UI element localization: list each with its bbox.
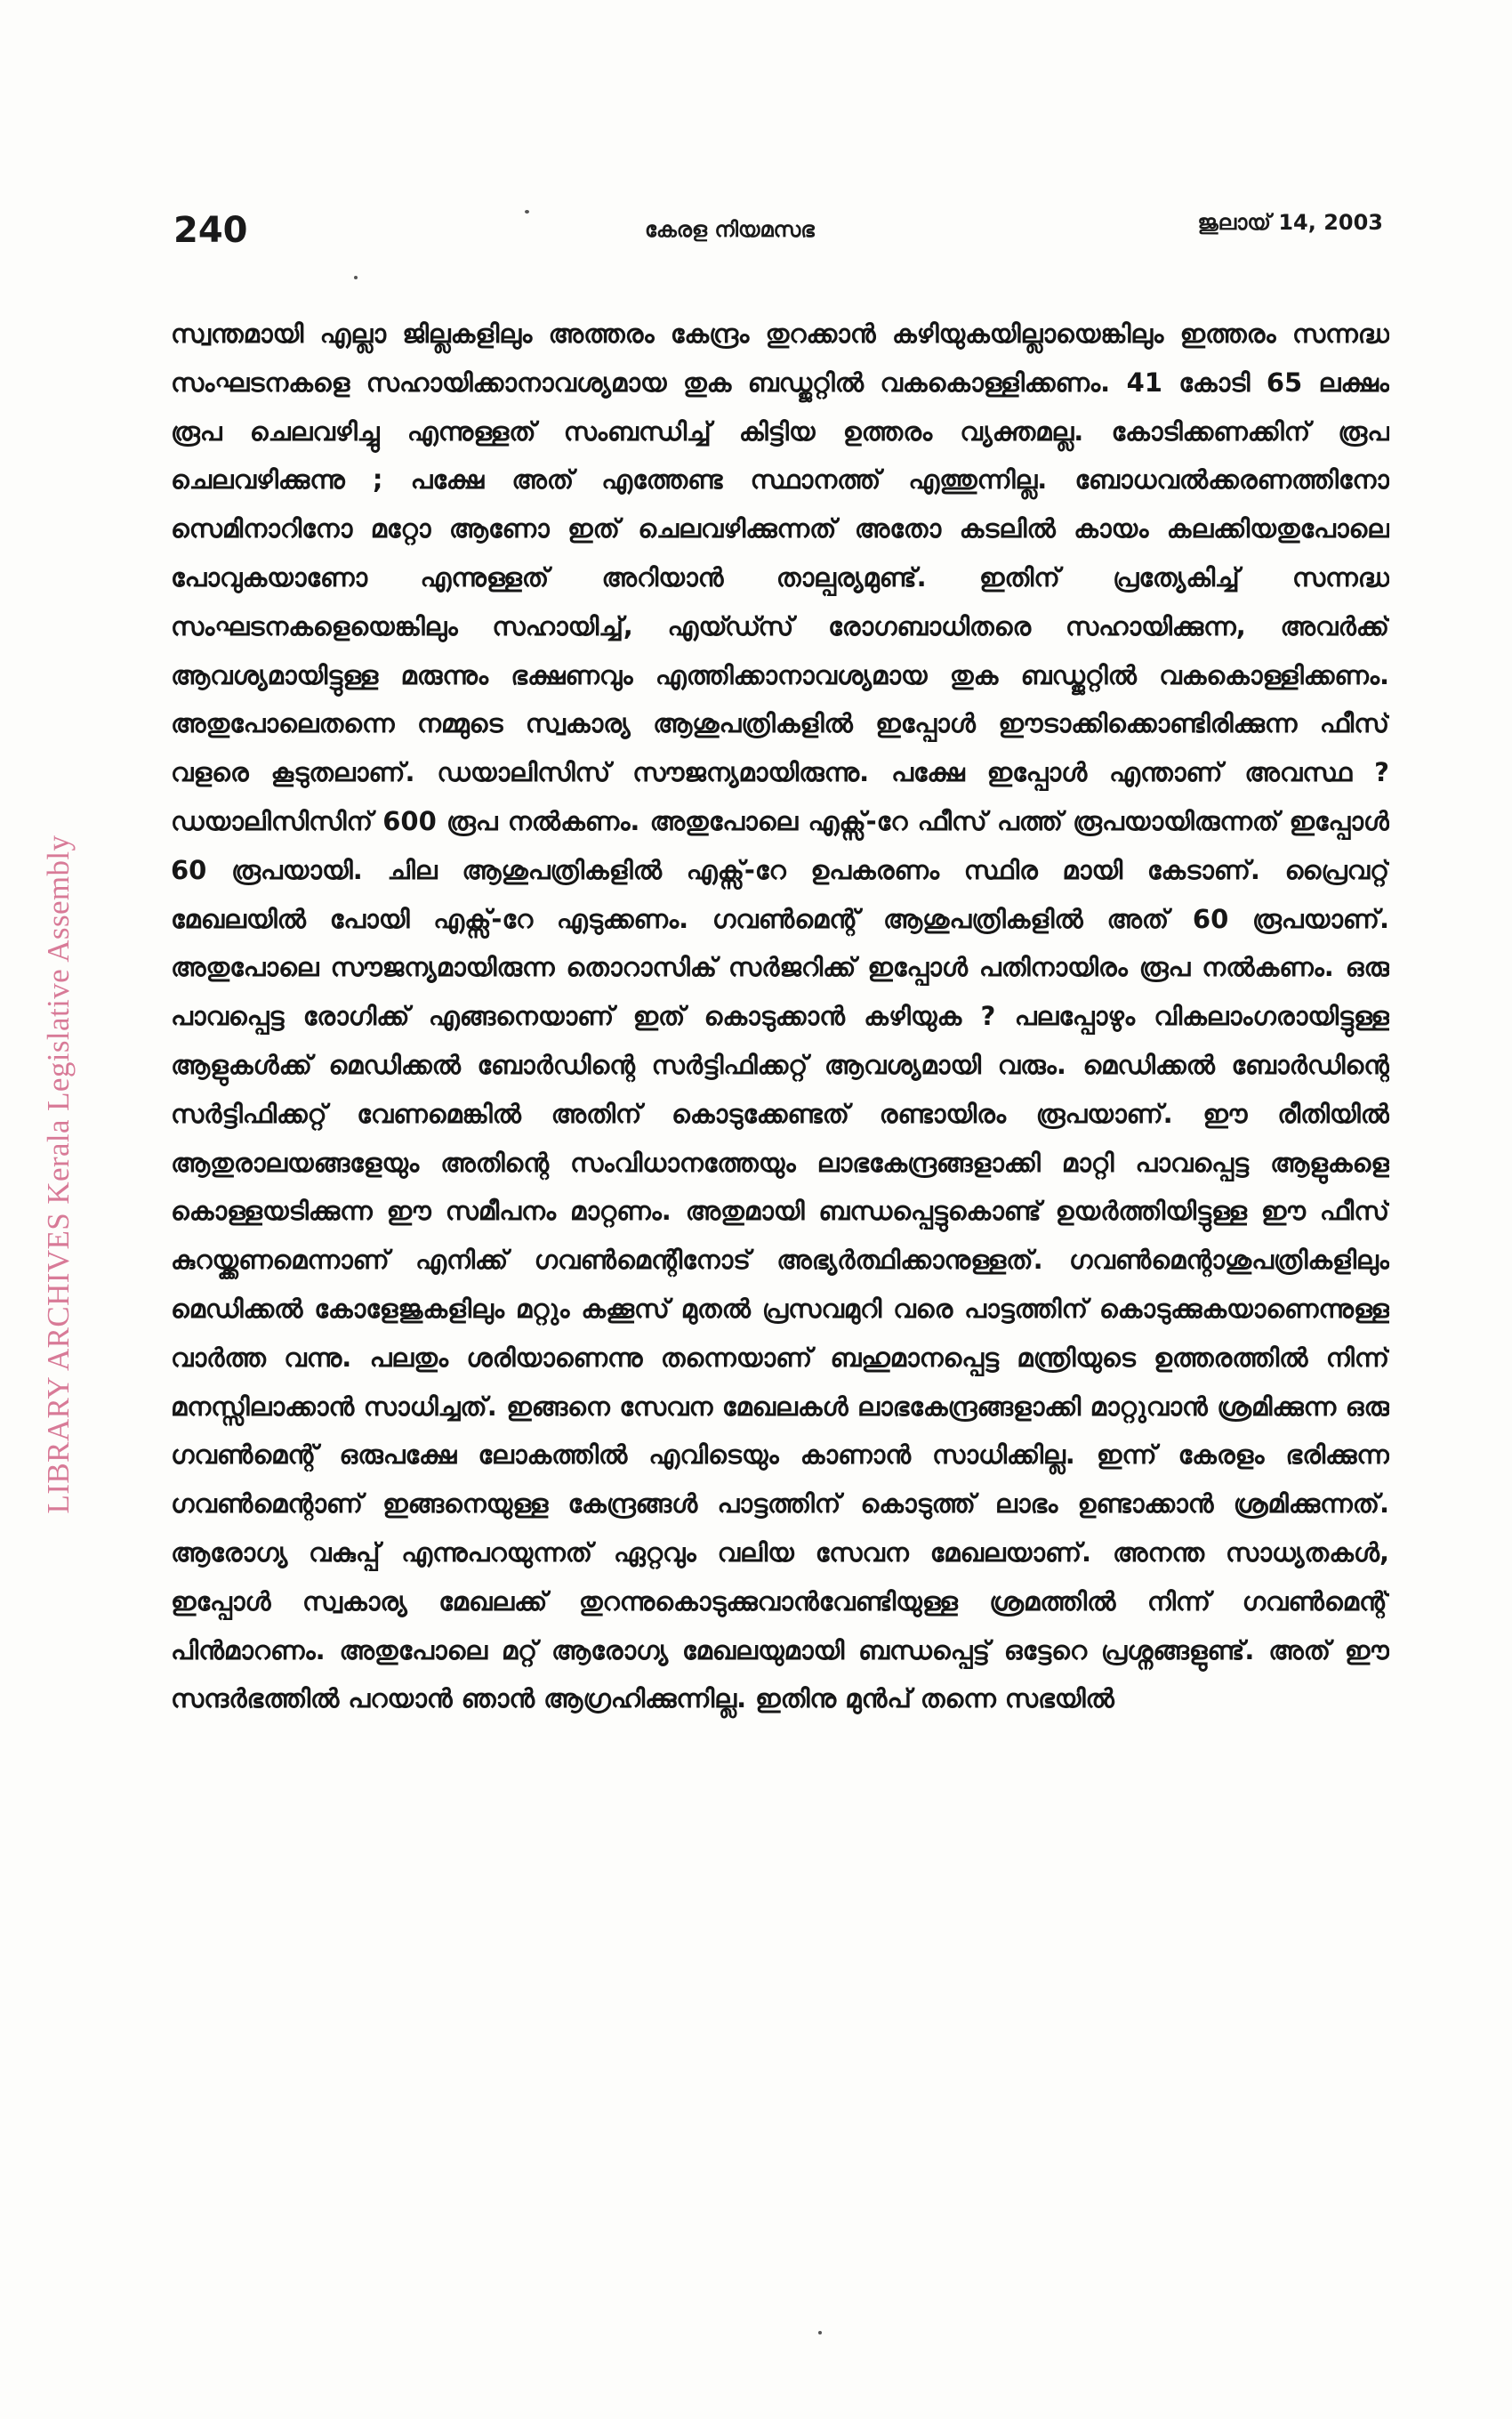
- scan-speck: [354, 276, 358, 279]
- scan-speck: [818, 2331, 822, 2334]
- page-number: 240: [173, 210, 248, 251]
- library-archives-stamp: LIBRARY ARCHIVES Kerala Legislative Assembly: [41, 835, 76, 1514]
- page-header: [173, 210, 1383, 263]
- issue-date: ജുലായ് 14, 2003: [1197, 210, 1383, 235]
- running-title: കേരള നിയമസഭ: [645, 217, 815, 242]
- scan-speck: [525, 210, 529, 214]
- body-paragraph: സ്വന്തമായി എല്ലാ ജില്ലകളിലും അത്തരം കേന്ദ്രം തുറക്കാൻ കഴിയുകയില്ലായെങ്കിലും ഇത്തരം സന്നദ്ധ സംഘടനകളെ സഹായിക്കാനാവശ്യമായ തുക ബഡ്ജറ്റിൽ വകകൊള്ളിക്കണം. 41 കോടി 65 ലക്ഷം രൂപ ചെലവഴിച്ചു എന്നുള്ളത് സംബന്ധിച്ച് കിട്ടിയ ഉത്തരം വ്യക്തമല്ല. കോടിക്കണക്കിന് രൂപ ചെലവഴിക്കുന്നു ; പക്ഷേ അത് എത്തേണ്ട സ്ഥാനത്ത് എത്തുന്നില്ല. ബോധവൽക്കരണത്തിനോ സെമിനാറിനോ മറ്റോ ആണോ ഇത് ചെലവഴിക്കുന്നത് അതോ കടലിൽ കായം കലക്കിയതുപോലെ പോവുകയാണോ എന്നുള്ളത് അറിയാൻ താല്പര്യമുണ്ട്. ഇതിന് പ്രത്യേകിച്ച് സന്നദ്ധ സംഘടനകളെയെങ്കിലും സഹായിച്ച്, എയ്ഡ്സ് രോഗബാധിതരെ സഹായിക്കുന്ന, അവർക്ക് ആവശ്യമായിട്ടുള്ള മരുന്നും ഭക്ഷണവും എത്തിക്കാനാവശ്യമായ തുക ബഡ്ജറ്റിൽ വകകൊള്ളിക്കണം. അതുപോലെതന്നെ നമ്മുടെ സ്വകാര്യ ആശുപത്രികളിൽ ഇപ്പോൾ ഈടാക്കിക്കൊണ്ടിരിക്കുന്ന ഫീസ് വളരെ കൂടുതലാണ്. ഡയാലിസിസ് സൗജന്യമായിരുന്നു. പക്ഷേ ഇപ്പോൾ എന്താണ് അവസ്ഥ ? ഡയാലിസിസിന് 600 രൂപ നൽകണം. അതുപോലെ എക്സ്-റേ ഫീസ് പത്ത് രൂപയായിരുന്നത് ഇപ്പോൾ 60 രൂപയായി. ചില ആശുപത്രികളിൽ എക്സ്-റേ ഉപകരണം സ്ഥിര മായി കേടാണ്. പ്രൈവറ്റ് മേഖലയിൽ പോയി എക്സ്-റേ എടുക്കണം. ഗവൺമെന്റ് ആശുപത്രികളിൽ അത് 60 രൂപയാണ്. അതുപോലെ സൗജന്യമായിരുന്ന തൊറാസിക് സർജറിക്ക് ഇപ്പോൾ പതിനായിരം രൂപ നൽകണം. ഒരു പാവപ്പെട്ട രോഗിക്ക് എങ്ങനെയാണ് ഇത് കൊടുക്കാൻ കഴിയുക ? പലപ്പോഴും വികലാംഗരായിട്ടുള്ള ആളുകൾക്ക് മെഡിക്കൽ ബോർഡിന്റെ സർട്ടിഫിക്കറ്റ് ആവശ്യമായി വരും. മെഡിക്കൽ ബോർഡിന്റെ സർട്ടിഫിക്കറ്റ് വേണമെങ്കിൽ അതിന് കൊടുക്കേണ്ടത് രണ്ടായിരം രൂപയാണ്. ഈ രീതിയിൽ ആതുരാലയങ്ങളേയും അതിന്റെ സംവിധാനത്തേയും ലാഭകേന്ദ്രങ്ങളാക്കി മാറ്റി പാവപ്പെട്ട ആളുകളെ കൊള്ളയടിക്കുന്ന ഈ സമീപനം മാറ്റണം. അതുമായി ബന്ധപ്പെട്ടുകൊണ്ട് ഉയർത്തിയിട്ടുള്ള ഈ ഫീസ് കുറയ്ക്കണമെന്നാണ് എനിക്ക് ഗവൺമെന്റിനോട് അഭ്യർത്ഥിക്കാനുള്ളത്. ഗവൺമെന്റാശുപത്രികളിലും മെഡിക്കൽ കോളേജുകളിലും മറ്റും കക്കൂസ് മുതൽ പ്രസവമുറി വരെ പാട്ടത്തിന് കൊടുക്കുകയാണെന്നുള്ള വാർത്ത വന്നു. പലതും ശരിയാണെന്നു തന്നെയാണ് ബഹുമാനപ്പെട്ട മന്ത്രിയുടെ ഉത്തരത്തിൽ നിന്ന് മനസ്സിലാക്കാൻ സാധിച്ചത്. ഇങ്ങനെ സേവന മേഖലകൾ ലാഭകേന്ദ്രങ്ങളാക്കി മാറ്റുവാൻ ശ്രമിക്കുന്ന ഒരു ഗവൺമെന്റ് ഒരുപക്ഷേ ലോകത്തിൽ എവിടെയും കാണാൻ സാധിക്കില്ല. ഇന്ന് കേരളം ഭരിക്കുന്ന ഗവൺമെന്റാണ് ഇങ്ങനെയുള്ള കേന്ദ്രങ്ങൾ പാട്ടത്തിന് കൊടുത്ത് ലാഭം ഉണ്ടാക്കാൻ ശ്രമിക്കുന്നത്. ആരോഗ്യ വകുപ്പ് എന്നുപറയുന്നത് ഏറ്റവും വലിയ സേവന മേഖലയാണ്. അനന്ത സാധ്യതകൾ, ഇപ്പോൾ സ്വകാര്യ മേഖലക്ക് തുറന്നുകൊടുക്കുവാൻവേണ്ടിയുള്ള ശ്രമത്തിൽ നിന്ന് ഗവൺമെന്റ് പിൻമാറണം. അതുപോലെ മറ്റ് ആരോഗ്യ മേഖലയുമായി ബന്ധപ്പെട്ട് ഒട്ടേറെ പ്രശ്നങ്ങളുണ്ട്. അത് ഈ സന്ദർഭത്തിൽ പറയാൻ ഞാൻ ആഗ്രഹിക്കുന്നില്ല. ഇതിനു മുൻപ് തന്നെ സഭയിൽ: [171, 319, 1389, 1714]
- body-text: [171, 310, 1389, 2267]
